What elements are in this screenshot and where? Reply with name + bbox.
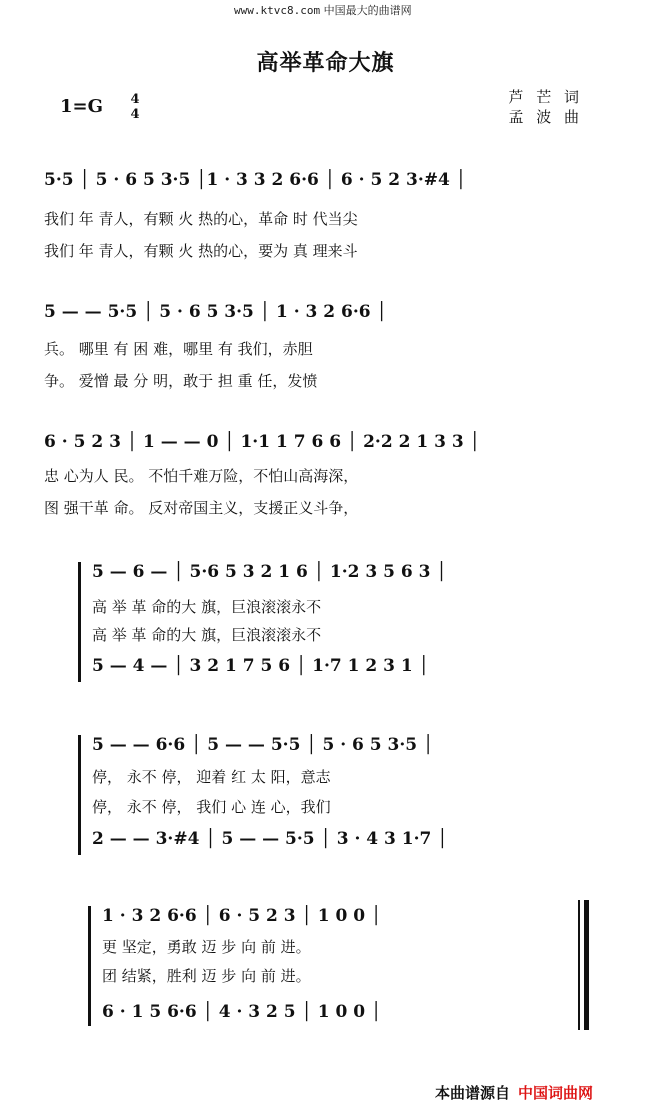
lyricist-credit: 芦 芒 词 xyxy=(508,88,583,106)
lyric-line: 忠 心为人 民。 不怕千难万险，不怕山高海深， xyxy=(44,467,359,485)
notation-line: 6 · 5 2 3 │ 1 — — 0 │ 1·1 1 7 6 6 │ 2·2 2 1 3 3 │ xyxy=(44,432,480,452)
site-tagline: 中国最大的曲谱网 xyxy=(323,4,412,17)
notation-line-lower: 6 · 1 5 6·6 │ 4 · 3 2 5 │ 1 0 0 │ xyxy=(102,1002,382,1022)
lyric-line: 更 坚定，勇敢 迈 步 向 前 进。 xyxy=(102,938,311,956)
meter-bottom: 4 xyxy=(130,107,140,122)
lyric-line: 图 强干革 命。 反对帝国主义，支援正义斗争， xyxy=(44,499,359,517)
part-bracket xyxy=(78,735,81,855)
final-barline xyxy=(584,900,589,1030)
lyric-line: 高 举 革 命的大 旗，巨浪滚滚永不 xyxy=(92,598,322,616)
lyric-line: 高 举 革 命的大 旗，巨浪滚滚永不 xyxy=(92,626,322,644)
lyric-line: 团 结紧，胜利 迈 步 向 前 进。 xyxy=(102,967,311,985)
notation-line-lower: 5 — 4 — │ 3 2 1 7 5 6 │ 1·7 1 2 3 1 │ xyxy=(92,656,429,676)
part-bracket xyxy=(78,562,81,682)
notation-line-upper: 5 — 6 — │ 5·6 5 3 2 1 6 │ 1·2 3 5 6 3 │ xyxy=(92,562,447,582)
lyric-line: 争。 爱憎 最 分 明，敢于 担 重 任，发愤 xyxy=(44,372,318,390)
notation-line: 5 — — 5·5 │ 5 · 6 5 3·5 │ 1 · 3 2 6·6 │ xyxy=(44,302,387,322)
lyric-line: 停， 永不 停， 迎着 红 太 阳，意志 xyxy=(92,768,331,786)
site-domain[interactable]: www.ktvc8.com xyxy=(234,4,321,17)
key-signature: 1=G xyxy=(60,96,103,117)
meter-top: 4 xyxy=(130,92,140,107)
notation-line-upper: 5 — — 6·6 │ 5 — — 5·5 │ 5 · 6 5 3·5 │ xyxy=(92,735,434,755)
lyric-line: 停， 永不 停， 我们 心 连 心，我们 xyxy=(92,798,331,816)
notation-line-lower: 2 — — 3·#4 │ 5 — — 5·5 │ 3 · 4 3 1·7 │ xyxy=(92,829,448,849)
lyric-line: 兵。 哪里 有 困 难，哪里 有 我们，赤胆 xyxy=(44,340,313,358)
lyric-line: 我们 年 青人，有颗 火 热的心，要为 真 理来斗 xyxy=(44,242,358,260)
footer-brand[interactable]: 中国词曲网 xyxy=(518,1084,594,1102)
footer-source xyxy=(435,1082,593,1103)
site-header xyxy=(234,2,412,18)
lyric-line: 我们 年 青人，有颗 火 热的心，革命 时 代当尖 xyxy=(44,210,358,228)
page-title: 高举革命大旗 xyxy=(256,51,395,76)
notation-line: 5·5 │ 5 · 6 5 3·5 │1 · 3 3 2 6·6 │ 6 · 5 2 3·#4 │ xyxy=(44,170,466,190)
part-bracket xyxy=(88,906,91,1026)
composer-credit: 孟 波 曲 xyxy=(508,108,583,126)
notation-line-upper: 1 · 3 2 6·6 │ 6 · 5 2 3 │ 1 0 0 │ xyxy=(102,906,382,926)
time-signature xyxy=(128,92,142,122)
footer-source-text: 本曲谱源自 xyxy=(435,1084,511,1102)
final-barline-thin xyxy=(578,900,580,1030)
